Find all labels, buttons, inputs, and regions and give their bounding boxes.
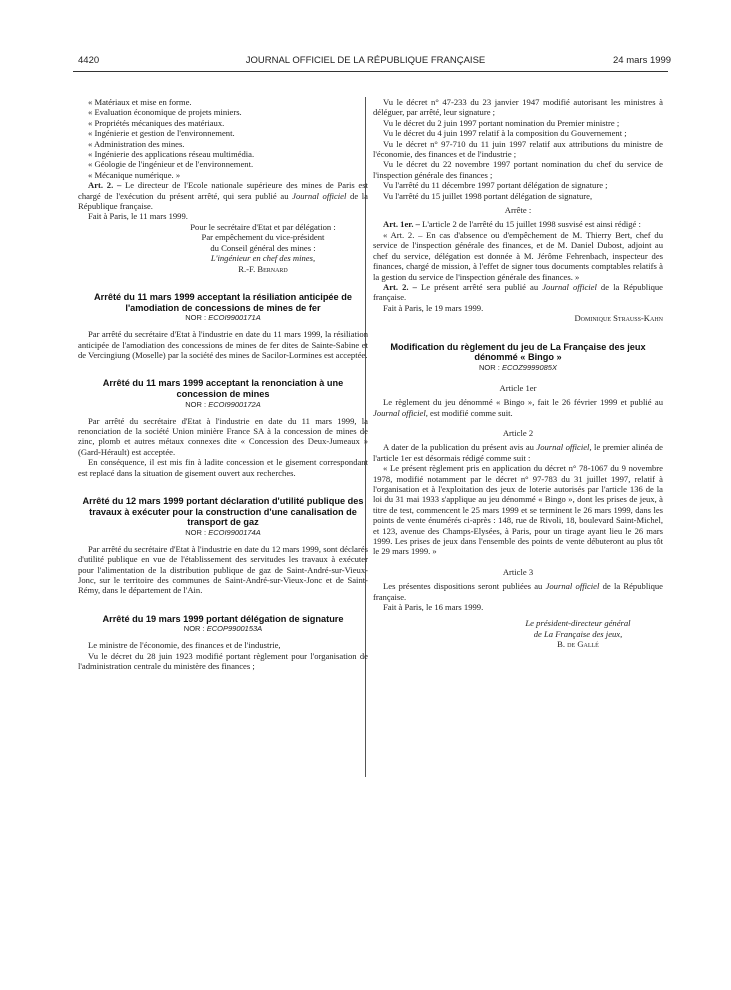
section-paragraph: Par arrêté du secrétaire d'Etat à l'industrie en date du 12 mars 1999, sont déclarés d'utilité publique en vue de l'établissement des servitudes les travaux à exécuter pour l'alimentation de la distribution publique de gaz de Saint-André-sur-Vieux-Jonc, sur le territoire des communes de Saint-André-sur-Vieux-Jonc et de Saint-Rémy, dans le département de l'Ain.	[78, 543, 368, 596]
nor-reference: NOR : ECOI9900172A	[185, 399, 261, 409]
vu-clause: Vu l'arrêté du 15 juillet 1998 portant délégation de signature,	[383, 190, 593, 201]
section-title: Arrêté du 12 mars 1999 portant déclaration d'utilité publique des travaux à exécuter pour la construction d'une canalisation de transport de gaz	[82, 495, 364, 528]
journal-title: JOURNAL OFFICIEL DE LA RÉPUBLIQUE FRANÇAISE	[245, 55, 486, 66]
nor-reference: NOR : ECOI9900174A	[185, 527, 261, 537]
section-paragraph: En conséquence, il est mis fin à ladite concession et le gisement correspondant est replacé dans la situation de gisement ouvert aux recherches.	[78, 457, 368, 478]
article-paragraph: Le règlement du jeu dénommé « Bingo », fait le 26 février 1999 et publié au Journal officiel, est modifié comme suit.	[373, 397, 663, 418]
signatory-name: Dominique Strauss-Kahn	[574, 313, 663, 324]
article-2-paragraph: Art. 2. – Le directeur de l'Ecole nationale supérieure des mines de Paris est chargé de l'exécution du présent arrêté, qui sera publié au Journal officiel de la République française.	[78, 180, 368, 212]
article-paragraph: A dater de la publication du présent avis au Journal officiel, le premier alinéa de l'article 1er est désormais rédigé comme suit :	[373, 442, 663, 463]
arrete-heading: Arrête :	[504, 205, 532, 216]
fait-line: Fait à Paris, le 11 mars 1999.	[88, 211, 188, 222]
vu-clause: Vu le décret du 22 novembre 1997 portant nomination du chef du service de l'inspection générale des finances ;	[373, 159, 663, 180]
list-item: « Ingénierie et gestion de l'environnement.	[88, 128, 235, 139]
article-paragraph: Les présentes dispositions seront publiées au Journal officiel de la République française.	[373, 581, 663, 602]
list-item: « Propriétés mécaniques des matériaux.	[88, 117, 225, 128]
section-paragraph: Par arrêté du secrétaire d'Etat à l'industrie en date du 11 mars 1999, la renonciation de la société Union minière France SA à la concession de mines de zinc, plomb et autres métaux connexes dite « Concession des Deux-Jumeaux » (Gard-Hérault) est acceptée.	[78, 415, 368, 457]
right-column	[373, 97, 663, 650]
vu-clause: Vu le décret n° 97-710 du 11 juin 1997 relatif aux attributions du ministre de l'économie, des finances et de l'industrie ;	[373, 138, 663, 160]
article-1-paragraph: Art. 1er. – L'article 2 de l'arrêté du 15 juillet 1998 susvisé est ainsi rédigé :	[383, 219, 641, 230]
section-title: Modification du règlement du jeu de La Française des jeux dénommé « Bingo »	[390, 341, 646, 363]
article-2-paragraph: Art. 2. – Le présent arrêté sera publié au Journal officiel de la République française.	[373, 281, 663, 303]
section-paragraph: Le ministre de l'économie, des finances et de l'industrie,	[88, 640, 281, 651]
signatory-name: B. de Gallé	[557, 639, 599, 650]
signature-block: Pour le secrétaire d'Etat et par délégation : Par empêchement du vice-président du Conseil général des mines : L'ingénieur en chef des mines, R.-F. Bernard	[78, 222, 368, 274]
nor-reference: NOR : ECOP9900153A	[183, 624, 263, 634]
section-title: Arrêté du 19 mars 1999 portant délégation de signature	[102, 613, 344, 624]
article-heading: Article 3	[502, 566, 534, 577]
fait-line: Fait à Paris, le 19 mars 1999.	[383, 302, 484, 313]
vu-clause: Vu l'arrêté du 11 décembre 1997 portant délégation de signature ;	[383, 180, 608, 191]
list-item: « Mécanique numérique. »	[88, 169, 181, 180]
section-paragraph: Vu le décret du 28 juin 1923 modifié portant règlement pour l'organisation de l'administration centrale du ministère des finances ;	[78, 650, 368, 672]
article-label: Art. 2. –	[383, 281, 417, 292]
course-list	[78, 97, 368, 180]
nor-reference: NOR : ECOI9900171A	[185, 313, 261, 323]
article-1-quote: « Art. 2. – En cas d'absence ou d'empêchement de M. Thierry Bert, chef du service de l'inspection générale des finances, et de M. Daniel Dubost, adjoint au chef du service, délégation est donnée à M. Jérôme Fehrenbach, inspecteur des finances, chargé de mission, à l'effet de signer tous documents comptables relatifs à la gestion du service de l'inspection générale des finances. »	[373, 229, 663, 282]
signatory-name: R.-F. Bernard	[238, 263, 288, 274]
section-paragraph: Par arrêté du secrétaire d'Etat à l'industrie en date du 11 mars 1999, la résiliation anticipée de l'amodiation des concessions de mines de fer dites de Sainte-Sabine et de Vercingiung (Moselle) par la société des mines de Sacilor-Lormines est acceptée.	[78, 329, 368, 360]
page-number: 4420	[78, 55, 100, 66]
article-label: Art. 2. –	[88, 180, 122, 191]
list-item: « Matériaux et mise en forme.	[88, 97, 192, 107]
list-item: « Ingénierie des applications réseau multimédia.	[88, 149, 255, 160]
list-item: « Géologie de l'ingénieur et de l'environnement.	[88, 159, 254, 170]
section-title: Arrêté du 11 mars 1999 acceptant la renonciation à une concession de mines	[102, 378, 344, 399]
article-label: Art. 1er. –	[383, 219, 420, 230]
page-header	[0, 55, 731, 69]
article-heading: Article 1er	[499, 382, 537, 393]
vu-clause: Vu le décret n° 47-233 du 23 janvier 1947 modifié autorisant les ministres à déléguer, par arrêté, leur signature ;	[373, 97, 663, 118]
section-title: Arrêté du 11 mars 1999 acceptant la résiliation anticipée de l'amodiation de concessions de mines de fer	[94, 291, 352, 313]
signature-block: Le président-directeur général de La Française des jeux, B. de Gallé	[373, 618, 663, 649]
list-item: « Evaluation économique de projets miniers.	[88, 107, 242, 118]
vu-clause: Vu le décret du 2 juin 1997 portant nomination du Premier ministre ;	[383, 117, 620, 128]
issue-date: 24 mars 1999	[613, 55, 672, 66]
header-rule	[73, 71, 668, 72]
nor-reference: NOR : ECOZ9999085X	[479, 362, 557, 372]
article-heading: Article 2	[502, 427, 534, 438]
left-column	[78, 97, 368, 672]
article-quote: « Le présent règlement pris en application du décret n° 78-1067 du 9 novembre 1978, modifié notamment par le décret n° 97-783 du 31 juillet 1997, relatif à l'organisation et à l'exploitation des jeux de loterie autorisés par l'article 136 de la loi du 31 mai 1933 s'applique au jeu dénommé « Bingo », dont les prises de jeux, à titre de test, commencent le 25 mars 1999 et se terminent le 26 mars 1999, dans les points de vente énumérés ci-après : 148, rue de Rivoli, 18, boulevard Saint-Michel, et 123, avenue des Champs-Elysées, à Paris, pour un tirage ayant lieu le 26 mars 1999. Les prises de jeux dans l'ensemble des points de vente débuteront au plus tôt le 29 mars 1999. »	[373, 463, 663, 557]
fait-line: Fait à Paris, le 16 mars 1999.	[383, 602, 484, 613]
vu-clause: Vu le décret du 4 juin 1997 relatif à la composition du Gouvernement ;	[383, 128, 627, 139]
list-item: « Administration des mines.	[88, 138, 185, 149]
